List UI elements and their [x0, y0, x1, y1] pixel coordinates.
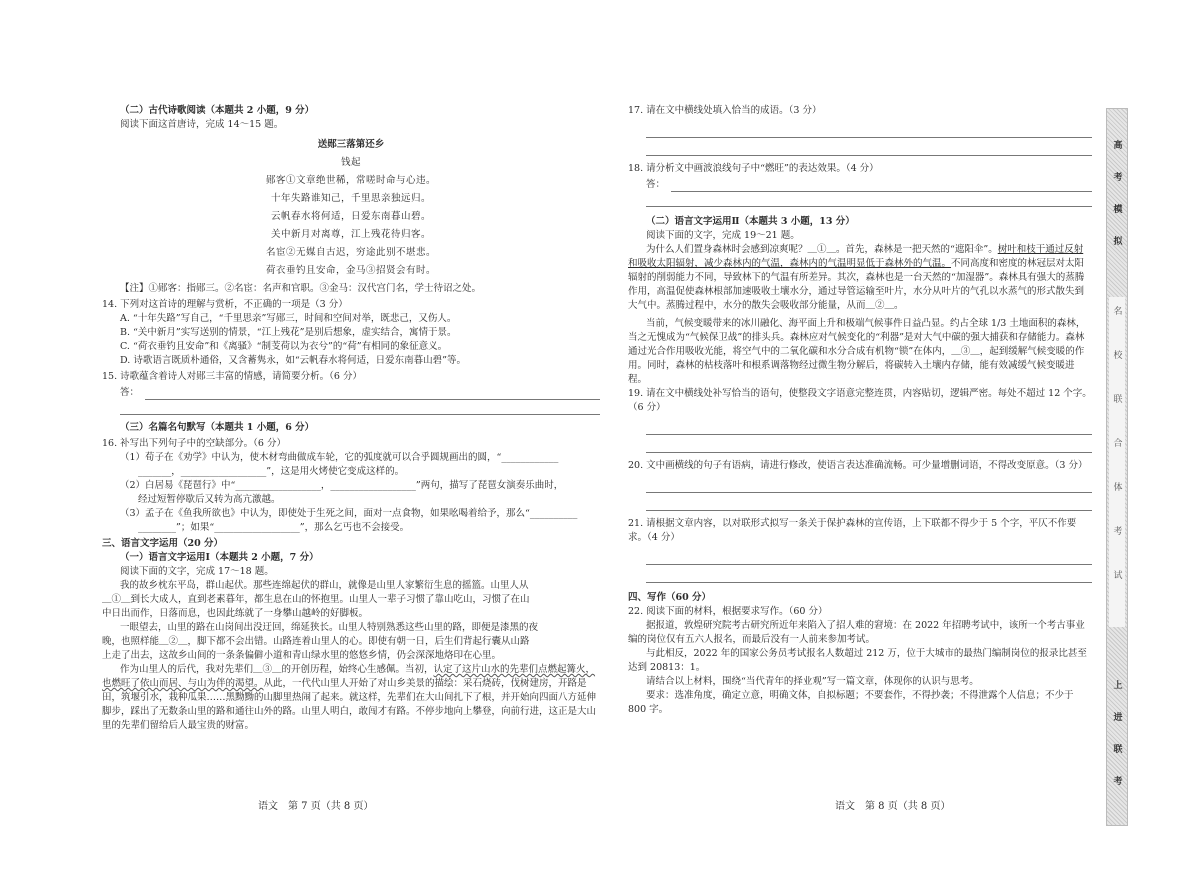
- answer-line[interactable]: [646, 124, 1092, 138]
- material-paragraph: 要求：选准角度，确定立意，明确文体，自拟标题；不要套作，不得抄袭；不得泄露个人信息；不少于 800 字。: [628, 690, 1074, 715]
- strip-char: 考: [1113, 777, 1123, 787]
- page-footer-left: 语文 第 7 页（共 8 页）: [258, 801, 374, 812]
- question-16-1-cont: _______，__________________”，这是用火烤使它变成这样的。: [138, 466, 405, 477]
- question-16-2-cont: 经过短暂停歇后又转为高亢激越。: [138, 494, 281, 505]
- strip-char: 拟: [1113, 237, 1123, 247]
- question-16-1: （1）荀子在《劝学》中认为，使木材弯曲做成车轮，它的弧度就可以合乎圆规画出的圆，“____________: [120, 452, 559, 463]
- strip-char: 模: [1113, 205, 1123, 215]
- passage-text: 为什么人们置身森林时会感到凉爽呢？＿①＿。首先，森林是一把天然的“遮阳伞”。: [646, 244, 998, 255]
- wavy-underlined-sentence: 认定了这片山水的先辈们点燃起篝火，也燃旺了依山而居、与山为伴的渴望。: [102, 664, 596, 689]
- passage-paragraph: 一眼望去，山里的路在山岗间出没迂回，绵延狭长。山里人特别熟悉这些山里的路，即便是漆黑的夜: [120, 622, 539, 633]
- poem-title: 送郧三落第还乡: [317, 139, 385, 150]
- strip-char: 校: [1113, 351, 1123, 361]
- answer-line[interactable]: [646, 142, 1092, 156]
- question-15: 15. 诗歌蕴含着诗人对郧三丰富的情感，请简要分析。（6 分）: [102, 371, 362, 382]
- poem-line: 荷衣垂钓且安命，金马③招贤会有时。: [265, 265, 436, 276]
- right-page: [628, 104, 1092, 717]
- passage-paragraph: 上走了出去，这故乡山间的一条条偏僻小道和青山绿水里的悠悠乡情，仍会深深地烙印在心里。: [102, 650, 502, 661]
- strip-char: 上: [1113, 681, 1123, 691]
- strip-char: 联: [1113, 395, 1123, 405]
- material-paragraph: 与此相反，2022 年的国家公务员考试报名人数超过 212 万，位于大城市的最热门编制岗位的报录比甚至达到 20813：1。: [628, 648, 1087, 673]
- passage-paragraph: 当前，气候变暖带来的冰川融化、海平面上升和极端气候事件日益凸显。约占全球 1/3 土地面积的森林，当之无愧成为“气候保卫战”的排头兵。森林应对气候变化的“利器”是对大气中碳的强大捕获和存储能力。森林通过光合作用吸收光能，将空气中的二氧化碳和水分合成有机物“锁”在体内，＿③＿，起到缓解气候变暖的作用。同时，森林的枯枝落叶和根系调落物经过微生物分解后，将碳转入土壤内存储，能有效减缓气候变暖进程。: [628, 318, 1086, 385]
- answer-line[interactable]: [646, 497, 1092, 511]
- strip-char: 体: [1113, 483, 1123, 493]
- question-22: 22. 阅读下面的材料，根据要求写作。（60 分）: [628, 606, 828, 617]
- page-footer-right: 语文 第 8 页（共 8 页）: [835, 801, 951, 812]
- strip-char: 考: [1113, 173, 1123, 183]
- answer-line[interactable]: [646, 479, 1092, 493]
- passage-paragraph: [102, 663, 600, 733]
- passage-text: 从此，一代代山里人开始了对山乡美景的描绘：采石烧砖，伐树建房，开路是田，筑堰引水，栽种瓜果……黑黝黝的山脚里热闹了起来。就这样，先辈们在大山间扎下了根，并开始向四面八方延伸脚步，踩出了无数条山里的路和通往山外的路。山里人明白，敢闯才有路。不停步地向上攀登，向前行进，这正是大山里的先辈们留给后人最宝贵的财富。: [102, 678, 597, 731]
- section-intro: 阅读下面的文字，完成 19～21 题。: [646, 230, 800, 241]
- left-page: [102, 104, 600, 733]
- strip-char: 高: [1113, 141, 1123, 151]
- poem-line: 名宦②无媒自古迟，穷途此别不堪悲。: [265, 247, 436, 258]
- part-title: 四、写作（60 分）: [628, 592, 712, 603]
- answer-area[interactable]: [646, 176, 1092, 192]
- strip-char: 试: [1113, 571, 1123, 581]
- passage-paragraph: 我的故乡枕东平岛，群山起伏。那些连绵起伏的群山，就像是山里人家繁衍生息的摇篮。山里人从: [120, 580, 529, 591]
- section-title: （一）语言文字运用Ⅰ（本题共 2 小题，7 分）: [120, 552, 319, 563]
- option-d: D. 诗歌语言既质朴通俗，又含蓄隽永，如“云帆春水将何适，日爱东南暮山碧”等。: [120, 355, 467, 366]
- question-16: 16. 补写出下列句子中的空缺部分。（6 分）: [102, 438, 286, 449]
- answer-line[interactable]: [120, 400, 600, 415]
- answer-line[interactable]: [145, 387, 600, 400]
- question-19: 19. 请在文中横线处补写恰当的语句，使整段文字语意完整连贯，内容贴切，逻辑严密。每处不超过 12 个字。（6 分）: [628, 388, 1092, 413]
- option-c: C. “荷衣垂钓且安命”和《离骚》“制芰荷以为衣兮”的“荷”有相同的象征意义。: [120, 341, 448, 352]
- section-title: （二）古代诗歌阅读（本题共 2 小题，9 分）: [120, 105, 315, 116]
- passage-paragraph: 晚，也照样能＿②＿，脚下都不会出错。山路连着山里人的心。即使有朝一日，后生们背起行囊从山路: [102, 636, 530, 647]
- question-17: 17. 请在文中横线处填入恰当的成语。（3 分）: [628, 105, 822, 116]
- poem-line: 郧客①文章绝世稀，常嗟时命与心违。: [265, 175, 436, 186]
- section-title: （二）语言文字运用Ⅱ（本题共 3 小题，13 分）: [646, 216, 855, 227]
- option-a: A. “十年失路”写自己，“千里思亲”写郧三，时间和空间对举，既悲己，又伤人。: [120, 313, 457, 324]
- side-margin-strip: [1106, 108, 1128, 826]
- answer-line[interactable]: [646, 551, 1092, 565]
- material-paragraph: 请结合以上材料，围绕“当代青年的择业观”写一篇文章，体现你的认识与思考。: [646, 676, 979, 687]
- poem-line: 十年失路谁知己，千里思亲独远归。: [270, 193, 431, 204]
- part-title: 三、语言文字运用（20 分）: [102, 538, 224, 549]
- answer-line[interactable]: [646, 439, 1092, 453]
- question-16-3: （3）孟子在《鱼我所欲也》中认为，即使处于生死之间，面对一点食物，如果吆喝着给予，那么“__________: [120, 508, 578, 519]
- passage-text: 不同高度和密度的林冠层对太阳辐射的削弱能力不同，导致林下的气温有所差异。其次，森林也是一台天然的“加湿器”。森林具有强大的蒸腾作用，高温促使森林根部加速吸收土壤水分，通过导管运输至叶片，水分从叶片的气孔以水蒸气的形式散失到大气中。蒸腾过程中，水分的散失会吸收部分能量，从而＿②＿。: [628, 258, 1085, 311]
- answer-area[interactable]: [120, 384, 600, 400]
- question-16-2: （2）白居易《琵琶行》中“__________________，__________________”两句，描写了琵琶女演奏乐曲时，: [120, 480, 564, 491]
- section-intro: 阅读下面这首唐诗，完成 14～15 题。: [120, 119, 284, 130]
- question-18: 18. 请分析文中画波浪线句子中“燃旺”的表达效果。（4 分）: [628, 163, 879, 174]
- poem-author: 钱起: [340, 157, 361, 168]
- poem-line: 云帆春水将何适，日爱东南暮山碧。: [270, 211, 431, 222]
- strip-char: 名: [1113, 307, 1123, 317]
- strip-char: 合: [1113, 439, 1123, 449]
- passage-paragraph: ＿①＿到长大成人，直到老素暮年，都生息在山的怀抱里。山里人一辈子习惯了靠山吃山，习惯了在山: [102, 594, 530, 605]
- material-paragraph: 据报道，敦煌研究院考古研究所近年来陷入了招人难的窘境：在 2022 年招聘考试中，该所一个考古事业编的岗位仅有五六人报名，而最后没有一人前来参加考试。: [628, 620, 1085, 645]
- question-14: 14. 下列对这首诗的理解与赏析，不正确的一项是（3 分）: [102, 299, 348, 310]
- answer-line[interactable]: [671, 179, 1092, 192]
- poem-note: 【注】①郧客：指郧三。②名宦：名声和官职。③金马：汉代宫门名，学士待诏之处。: [120, 283, 482, 294]
- answer-line[interactable]: [646, 569, 1092, 583]
- section-title: （三）名篇名句默写（本题共 1 小题，6 分）: [120, 422, 315, 433]
- answer-line[interactable]: [646, 421, 1092, 435]
- strip-char: 考: [1113, 527, 1123, 537]
- poem-line: 关中新月对离尊，江上残花待归客。: [270, 229, 431, 240]
- question-21: 21. 请根据文章内容，以对联形式拟写一条关于保护森林的宣传语，上下联都不得少于 5 个字，平仄不作要求。（4 分）: [628, 518, 1077, 543]
- strip-char: 联: [1113, 745, 1123, 755]
- passage-paragraph: 中日出而作，日落而息，也因此练就了一身攀山越岭的好脚板。: [102, 608, 369, 619]
- answer-label: 答：: [646, 179, 666, 190]
- underlined-sentence: 树叶和枝干通过反射和吸收太阳辐射，减少森林内的气温，森林内的气温明显低于森林外的气温。: [628, 244, 1084, 269]
- answer-label: 答：: [120, 387, 140, 398]
- answer-line[interactable]: [646, 192, 1092, 207]
- poem: [102, 156, 600, 278]
- strip-char: 进: [1113, 713, 1123, 723]
- question-16-3-cont: ________”；如果“__________________”，那么乞丐也不会接受。: [138, 522, 410, 533]
- option-b: B. “关中新月”实写送别的情景，“江上残花”是别后想象，虚实结合，寓情于景。: [120, 327, 457, 338]
- passage-text: 作为山里人的后代，我对先辈们＿③＿的开创历程，始终心生感佩。当初，: [120, 664, 434, 675]
- section-intro: 阅读下面的文字，完成 17～18 题。: [120, 566, 274, 577]
- passage-paragraph: [628, 243, 1092, 313]
- question-20: 20. 文中画横线的句子有语病，请进行修改，使语言表达准确流畅。可少量增删词语，不得改变原意。（3 分）: [628, 460, 1088, 471]
